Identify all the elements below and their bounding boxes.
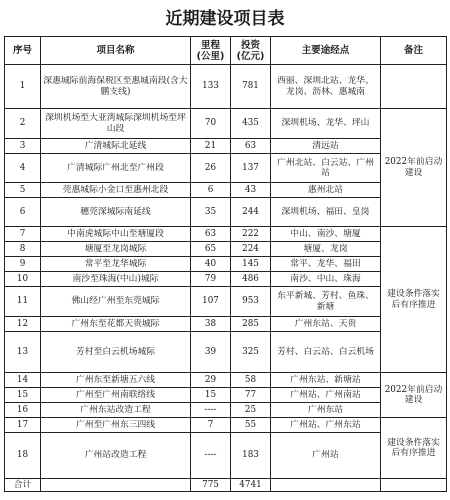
table-row [5, 65, 447, 109]
table-row [5, 183, 447, 198]
total-remark-empty [381, 479, 447, 492]
cell-via: 广州站 [271, 433, 381, 479]
cell-name: 常平至龙华城际 [41, 257, 191, 272]
cell-via: 清远站 [271, 139, 381, 154]
cell-length: 70 [191, 109, 231, 139]
cell-name: 穗莞深城际南延线 [41, 198, 191, 227]
cell-invest: 25 [231, 403, 271, 418]
cell-seq: 17 [5, 418, 41, 433]
cell-name: 广州东站改造工程 [41, 403, 191, 418]
table-row [5, 388, 447, 403]
cell-name: 广州站改造工程 [41, 433, 191, 479]
cell-invest: 325 [231, 332, 271, 373]
cell-seq: 10 [5, 272, 41, 287]
header-length-line1: 里程 [200, 39, 220, 51]
header-name: 项目名称 [41, 37, 191, 65]
table-row [5, 154, 447, 183]
table-row [5, 227, 447, 242]
cell-invest: 486 [231, 272, 271, 287]
cell-seq: 5 [5, 183, 41, 198]
cell-length: 63 [191, 227, 231, 242]
cell-seq: 12 [5, 317, 41, 332]
table-row [5, 287, 447, 317]
cell-seq: 6 [5, 198, 41, 227]
cell-length: 133 [191, 65, 231, 109]
total-name-empty [41, 479, 191, 492]
total-length: 775 [191, 479, 231, 492]
remark-group-b: 建设条件落实后有序推进 [381, 227, 447, 373]
cell-length: 39 [191, 332, 231, 373]
cell-name: 广州东至新塘五六线 [41, 373, 191, 388]
cell-name: 芳村至白云机场城际 [41, 332, 191, 373]
remark-group-a: 2022年前启动建设 [381, 109, 447, 227]
project-table [4, 36, 447, 492]
cell-via: 广州东站、天贵 [271, 317, 381, 332]
cell-seq: 8 [5, 242, 41, 257]
cell-invest: 781 [231, 65, 271, 109]
table-row [5, 317, 447, 332]
cell-via: 广州北站、白云站、广州站 [271, 154, 381, 183]
cell-name: 深圳机场至大亚湾城际深圳机场至坪山段 [41, 109, 191, 139]
cell-via: 中山、南沙、塘厦 [271, 227, 381, 242]
cell-length: 21 [191, 139, 231, 154]
cell-seq: 1 [5, 65, 41, 109]
cell-invest: 183 [231, 433, 271, 479]
total-label: 合计 [5, 479, 41, 492]
cell-via: 广州东站 [271, 403, 381, 418]
table-row [5, 242, 447, 257]
total-row [5, 479, 447, 492]
cell-seq: 16 [5, 403, 41, 418]
cell-invest: 55 [231, 418, 271, 433]
cell-invest: 435 [231, 109, 271, 139]
table-row [5, 332, 447, 373]
cell-via: 塘厦、龙岗 [271, 242, 381, 257]
cell-via: 广州东站、新塘站 [271, 373, 381, 388]
header-row [5, 37, 447, 65]
cell-seq: 14 [5, 373, 41, 388]
cell-seq: 4 [5, 154, 41, 183]
cell-name: 塘厦至龙岗城际 [41, 242, 191, 257]
cell-via: 深圳机场、龙华、坪山 [271, 109, 381, 139]
header-invest [231, 37, 271, 65]
cell-length: ---- [191, 433, 231, 479]
cell-via: 惠州北站 [271, 183, 381, 198]
cell-name: 中南虎城际中山至塘厦段 [41, 227, 191, 242]
cell-invest: 77 [231, 388, 271, 403]
cell-invest: 285 [231, 317, 271, 332]
cell-invest: 224 [231, 242, 271, 257]
cell-invest: 63 [231, 139, 271, 154]
header-remark: 备注 [381, 37, 447, 65]
cell-via: 深圳机场、福田、皇岗 [271, 198, 381, 227]
cell-name: 广州至广州南联络线 [41, 388, 191, 403]
cell-length: 15 [191, 388, 231, 403]
table-row [5, 418, 447, 433]
cell-length: 107 [191, 287, 231, 317]
table-row [5, 109, 447, 139]
cell-via: 广州站、广州南站 [271, 388, 381, 403]
cell-length: ---- [191, 403, 231, 418]
table-row [5, 272, 447, 287]
cell-seq: 18 [5, 433, 41, 479]
cell-via: 芳村、白云站、白云机场 [271, 332, 381, 373]
remark-group-c: 2022年前启动建设 [381, 373, 447, 418]
cell-name: 广清城际北延线 [41, 139, 191, 154]
cell-via: 广州站、广州东站 [271, 418, 381, 433]
page-title: 近期建设项目表 [165, 9, 285, 29]
cell-invest: 137 [231, 154, 271, 183]
cell-length: 65 [191, 242, 231, 257]
cell-via: 西丽、深圳北站、龙华、龙岗、沥林、惠城南 [271, 65, 381, 109]
cell-name: 广清城际广州北至广州段 [41, 154, 191, 183]
header-invest-line2: (亿元) [236, 50, 265, 62]
cell-length: 7 [191, 418, 231, 433]
cell-seq: 3 [5, 139, 41, 154]
table-row [5, 257, 447, 272]
cell-name: 广州至广州东三四线 [41, 418, 191, 433]
cell-length: 79 [191, 272, 231, 287]
cell-length: 26 [191, 154, 231, 183]
cell-name: 深惠城际前海保税区至惠城南段(含大鹏支线) [41, 65, 191, 109]
cell-invest: 222 [231, 227, 271, 242]
header-invest-line1: 投资 [240, 39, 260, 51]
cell-invest: 953 [231, 287, 271, 317]
table-row [5, 403, 447, 418]
cell-via: 常平、龙华、福田 [271, 257, 381, 272]
header-length-line2: (公里) [196, 50, 225, 62]
cell-name: 佛山经广州至东莞城际 [41, 287, 191, 317]
cell-seq: 7 [5, 227, 41, 242]
cell-length: 6 [191, 183, 231, 198]
cell-name: 南沙至珠海(中山)城际 [41, 272, 191, 287]
cell-length: 40 [191, 257, 231, 272]
cell-invest: 58 [231, 373, 271, 388]
header-length [191, 37, 231, 65]
total-invest: 4741 [231, 479, 271, 492]
cell-name: 广州东至花都天贵城际 [41, 317, 191, 332]
header-via: 主要途经点 [271, 37, 381, 65]
table-row [5, 139, 447, 154]
cell-length: 35 [191, 198, 231, 227]
table-row [5, 373, 447, 388]
table-row [5, 433, 447, 479]
cell-length: 29 [191, 373, 231, 388]
cell-invest: 145 [231, 257, 271, 272]
cell-seq: 15 [5, 388, 41, 403]
cell-seq: 11 [5, 287, 41, 317]
cell-name: 莞惠城际小金口至惠州北段 [41, 183, 191, 198]
cell-length: 38 [191, 317, 231, 332]
cell-invest: 244 [231, 198, 271, 227]
header-seq: 序号 [5, 37, 41, 65]
cell-invest: 43 [231, 183, 271, 198]
cell-via: 南沙、中山、珠海 [271, 272, 381, 287]
table-row [5, 198, 447, 227]
total-via-empty [271, 479, 381, 492]
cell-via: 东平新城、芳村、鱼珠、新塘 [271, 287, 381, 317]
cell-seq: 9 [5, 257, 41, 272]
cell-seq: 13 [5, 332, 41, 373]
remark-group-d: 建设条件落实后有序推进 [381, 418, 447, 479]
cell-seq: 2 [5, 109, 41, 139]
cell-remark-empty [381, 65, 447, 109]
